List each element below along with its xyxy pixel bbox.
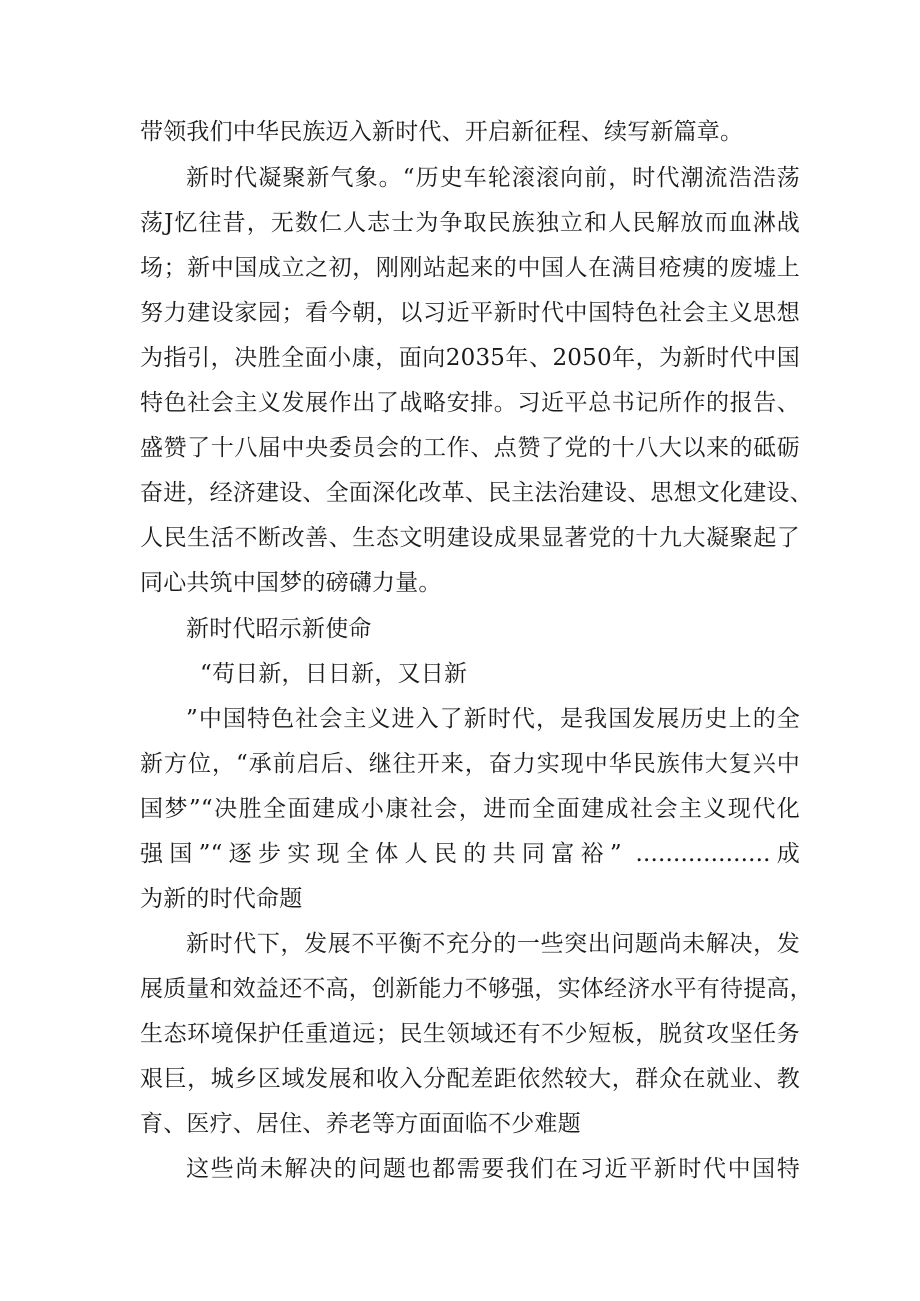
- text-line: 特色社会主义发展作出了战略安排。习近平总书记所作的报告、: [140, 390, 800, 416]
- text-line: 同心共筑中国梦的磅礴力量。: [140, 570, 442, 596]
- text-line: 奋进，经济建设、全面深化改革、民主法治建设、思想文化建设、: [140, 480, 813, 506]
- quote-line: “苟日新，日日新，又日新: [200, 661, 468, 687]
- text-line: 新方位，“承前启后、继往开来，奋力实现中华民族伟大复兴中: [140, 751, 800, 777]
- text-line: 新时代下，发展不平衡不充分的一些突出问题尚未解决，发: [186, 931, 800, 957]
- text-line: 国梦”“决胜全面建成小康社会，进而全面建成社会主义现代化: [140, 796, 800, 822]
- text-line: 人民生活不断改善、生态文明建设成果显著党的十九大凝聚起了: [140, 525, 800, 551]
- text-line: 盛赞了十八届中央委员会的工作、点赞了党的十八大以来的砥砺: [140, 435, 800, 461]
- text-line: 生态环境保护任重道远；民生领域还有不少短板，脱贫攻坚任务: [140, 1021, 800, 1047]
- section-heading: 新时代昭示新使命: [186, 616, 372, 642]
- text-line: 新时代凝聚新气象。“历史车轮滚滚向前，时代潮流浩浩荡: [186, 165, 800, 191]
- text-line: 场；新中国成立之初，刚刚站起来的中国人在满目疮痍的废墟上: [140, 255, 800, 281]
- text-line: 育、医疗、居住、养老等方面面临不少难题: [140, 1111, 581, 1137]
- text-line: 强国”“逐步实现全体人民的共同富裕” ..................成: [140, 841, 800, 867]
- text-line: 荡J忆往昔，无数仁人志士为争取民族独立和人民解放而血淋战: [140, 210, 800, 236]
- text-line: 艰巨，城乡区域发展和收入分配差距依然较大，群众在就业、教: [140, 1066, 800, 1092]
- text-line: ”中国特色社会主义进入了新时代，是我国发展历史上的全: [186, 706, 800, 732]
- text-line: 这些尚未解决的问题也都需要我们在习近平新时代中国特: [186, 1156, 800, 1182]
- text-line: 为指引，决胜全面小康，面向2035年、2050年，为新时代中国: [140, 345, 800, 371]
- text-line: 带领我们中华民族迈入新时代、开启新征程、续写新篇章。: [140, 119, 744, 145]
- text-line: 努力建设家园；看今朝，以习近平新时代中国特色社会主义思想: [140, 300, 800, 326]
- text-line: 展质量和效益还不高，创新能力不够强，实体经济水平有待提高，: [140, 976, 813, 1002]
- text-line: 为新的时代命题: [140, 886, 303, 912]
